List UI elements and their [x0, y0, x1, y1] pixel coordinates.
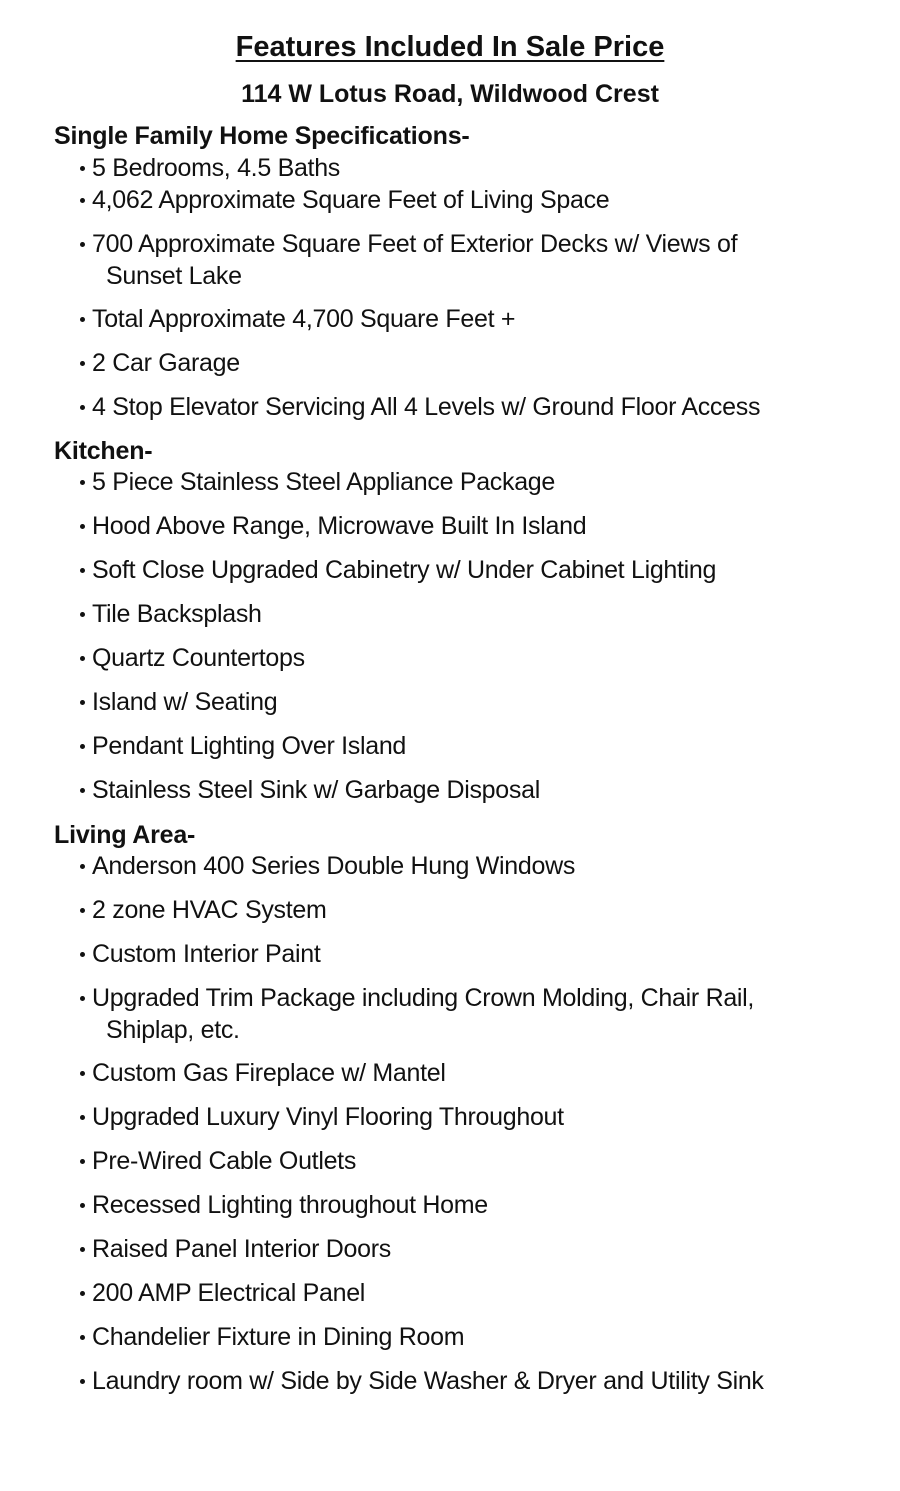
list-item: Tile Backsplash — [78, 598, 868, 630]
list-item: Stainless Steel Sink w/ Garbage Disposal — [78, 774, 868, 806]
bullet-icon — [80, 166, 85, 171]
bullet-icon — [80, 1071, 85, 1076]
list-item: Pendant Lighting Over Island — [78, 730, 868, 762]
list-item: Raised Panel Interior Doors — [78, 1233, 868, 1265]
bullet-icon — [80, 361, 85, 366]
list-item: Soft Close Upgraded Cabinetry w/ Under Cabinet Lighting — [78, 554, 868, 586]
section-heading-kitchen: Kitchen- — [54, 437, 153, 465]
bullet-icon — [80, 405, 85, 410]
list-item: Custom Gas Fireplace w/ Mantel — [78, 1057, 868, 1089]
list-item: 2 Car Garage — [78, 347, 868, 379]
list-item: 5 Bedrooms, 4.5 Baths — [78, 152, 868, 184]
list-item: 5 Piece Stainless Steel Appliance Package — [78, 466, 868, 498]
bullet-icon — [80, 864, 85, 869]
bullet-icon — [80, 788, 85, 793]
property-address: 114 W Lotus Road, Wildwood Crest — [241, 80, 659, 108]
document-title: Features Included In Sale Price — [235, 31, 665, 63]
list-item: Custom Interior Paint — [78, 938, 868, 970]
bullet-icon — [80, 996, 85, 1001]
list-item: Chandelier Fixture in Dining Room — [78, 1321, 868, 1353]
bullet-icon — [80, 1159, 85, 1164]
bullet-icon — [80, 317, 85, 322]
bullet-icon — [80, 952, 85, 957]
list-item: 4,062 Approximate Square Feet of Living Space — [78, 184, 868, 216]
section-heading-living-area: Living Area- — [54, 821, 196, 849]
bullet-icon — [80, 908, 85, 913]
list-item: Upgraded Trim Package including Crown Molding, Chair Rail, Shiplap, etc. — [78, 982, 838, 1046]
bullet-icon — [80, 1203, 85, 1208]
bullet-icon — [80, 524, 85, 529]
list-item: 2 zone HVAC System — [78, 894, 868, 926]
bullet-icon — [80, 242, 85, 247]
list-item: Laundry room w/ Side by Side Washer & Dryer and Utility Sink — [78, 1365, 868, 1397]
list-item: 4 Stop Elevator Servicing All 4 Levels w/ Ground Floor Access — [78, 391, 868, 423]
bullet-icon — [80, 656, 85, 661]
list-item: Total Approximate 4,700 Square Feet + — [78, 303, 868, 335]
list-item: Recessed Lighting throughout Home — [78, 1189, 868, 1221]
bullet-icon — [80, 1115, 85, 1120]
bullet-icon — [80, 480, 85, 485]
bullet-icon — [80, 1291, 85, 1296]
list-item: Anderson 400 Series Double Hung Windows — [78, 850, 868, 882]
bullet-icon — [80, 198, 85, 203]
list-item: Hood Above Range, Microwave Built In Island — [78, 510, 868, 542]
list-item: Pre-Wired Cable Outlets — [78, 1145, 868, 1177]
bullet-icon — [80, 1247, 85, 1252]
bullet-icon — [80, 1379, 85, 1384]
bullet-icon — [80, 700, 85, 705]
list-item: 700 Approximate Square Feet of Exterior Decks w/ Views of Sunset Lake — [78, 228, 818, 292]
list-item: Quartz Countertops — [78, 642, 868, 674]
bullet-icon — [80, 568, 85, 573]
bullet-icon — [80, 744, 85, 749]
bullet-icon — [80, 1335, 85, 1340]
list-item: 200 AMP Electrical Panel — [78, 1277, 868, 1309]
list-item: Island w/ Seating — [78, 686, 868, 718]
list-item: Upgraded Luxury Vinyl Flooring Throughout — [78, 1101, 868, 1133]
bullet-icon — [80, 612, 85, 617]
section-heading-home-specifications: Single Family Home Specifications- — [54, 122, 470, 150]
